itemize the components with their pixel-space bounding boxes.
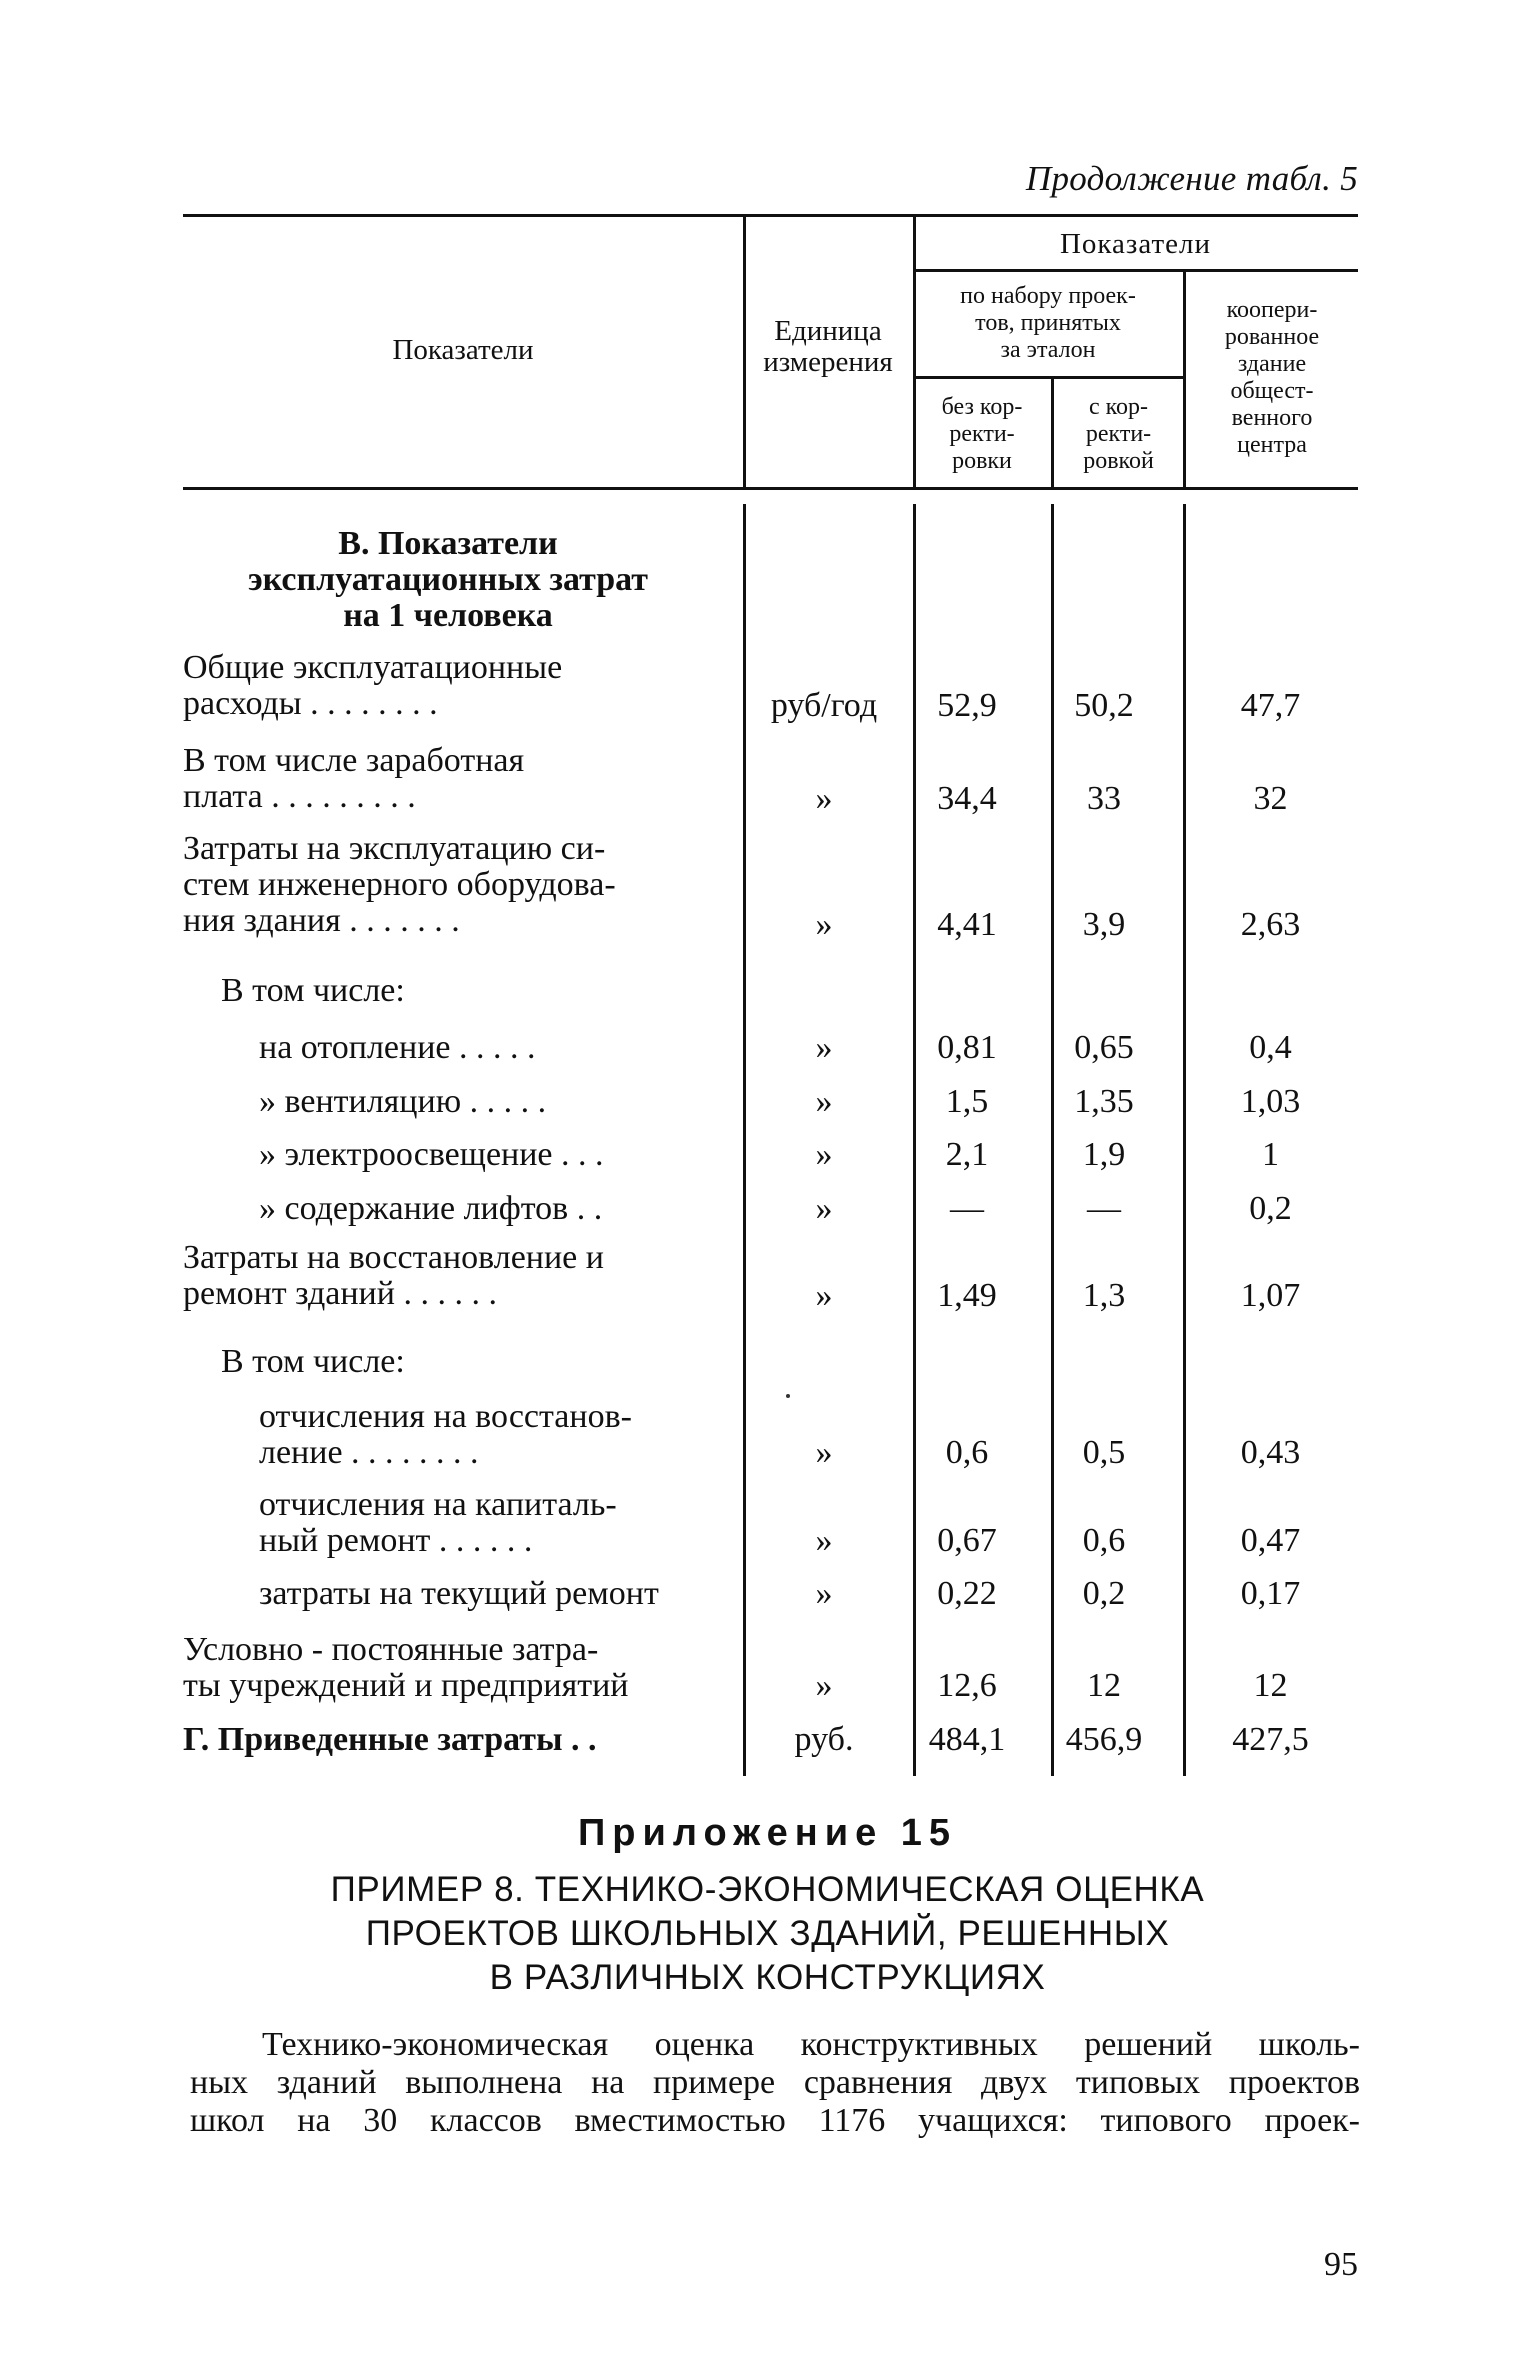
row-value-cooperated: 0,4 xyxy=(1249,1029,1292,1066)
row-label: В том числе: xyxy=(221,1343,405,1380)
table-row xyxy=(183,1722,1358,1762)
row-value-without-correction: — xyxy=(950,1190,984,1227)
row-value-with-correction: 1,3 xyxy=(1082,1277,1126,1314)
row-label: отчисления на капиталь- ный ремонт . . . . . . xyxy=(259,1486,617,1559)
table-row xyxy=(183,1030,1358,1070)
row-value-without-correction: 12,6 xyxy=(937,1667,997,1704)
table-row xyxy=(183,650,1358,730)
row-label: » электроосвещение . . . xyxy=(259,1136,604,1173)
page-number: 95 xyxy=(1324,2246,1358,2283)
example-title xyxy=(300,1868,1235,2000)
row-value-cooperated: 12 xyxy=(1253,1667,1288,1704)
table-row xyxy=(183,1240,1358,1320)
row-unit: » xyxy=(815,906,833,943)
row-label: на отопление . . . . . xyxy=(259,1029,536,1066)
row-label: Условно - постоянные затра- ты учреждений и предприятий xyxy=(183,1631,629,1704)
row-value-with-correction: 1,9 xyxy=(1082,1136,1126,1173)
row-value-without-correction: 0,22 xyxy=(937,1575,997,1612)
row-label: затраты на текущий ремонт xyxy=(259,1575,659,1612)
row-value-cooperated: 1,07 xyxy=(1240,1277,1301,1314)
without-correction-header: без кор- ректи- ровки xyxy=(941,393,1023,474)
row-unit: » xyxy=(815,1190,833,1227)
table-row xyxy=(183,1632,1358,1712)
row-value-with-correction: 12 xyxy=(1087,1667,1121,1704)
row-value-with-correction: 0,65 xyxy=(1074,1029,1134,1066)
row-value-with-correction: 3,9 xyxy=(1082,906,1126,943)
print-speck xyxy=(786,1394,790,1398)
row-value-without-correction: 1,5 xyxy=(945,1083,989,1120)
section-heading: В. Показатели эксплуатационных затрат на 1 человека xyxy=(247,525,648,634)
table-continuation-caption: Продолжение табл. 5 xyxy=(1025,159,1358,198)
row-label: отчисления на восстанов- ление . . . . . . . . xyxy=(259,1398,632,1471)
table-row xyxy=(183,1576,1358,1616)
row-value-with-correction: 0,5 xyxy=(1082,1434,1126,1471)
row-label: Г. Приведенные затраты . . xyxy=(183,1721,597,1758)
row-value-with-correction: 50,2 xyxy=(1074,687,1134,724)
row-label: » содержание лифтов . . xyxy=(259,1190,603,1227)
row-value-cooperated: 0,47 xyxy=(1240,1522,1301,1559)
row-value-with-correction: — xyxy=(1087,1190,1121,1227)
row-unit: » xyxy=(815,1136,833,1173)
row-unit: » xyxy=(815,1522,833,1559)
row-value-with-correction: 0,2 xyxy=(1082,1575,1126,1612)
operating-costs-table xyxy=(183,214,1358,1776)
row-value-cooperated: 427,5 xyxy=(1232,1721,1309,1758)
row-value-cooperated: 32 xyxy=(1253,780,1288,817)
table-row xyxy=(183,1191,1358,1231)
table-row xyxy=(183,743,1358,823)
row-value-without-correction: 0,81 xyxy=(937,1029,997,1066)
row-unit: руб. xyxy=(794,1721,854,1758)
indicators-column-header: Показатели xyxy=(392,333,534,366)
row-label: Затраты на восстановление и ремонт зданий . . . . . . xyxy=(183,1239,604,1312)
row-value-without-correction: 34,4 xyxy=(937,780,997,817)
table-row xyxy=(183,973,1358,1013)
project-set-rule xyxy=(913,376,1183,379)
values-group-header: Показатели xyxy=(1059,227,1212,260)
row-value-with-correction: 33 xyxy=(1087,780,1121,817)
row-value-cooperated: 0,17 xyxy=(1240,1575,1301,1612)
paragraph-line: Технико-экономическая оценка конструктивных решений школь- xyxy=(262,2026,1360,2063)
row-unit: » xyxy=(815,1434,833,1471)
row-value-without-correction: 0,6 xyxy=(945,1434,989,1471)
table-row xyxy=(183,1344,1358,1384)
row-value-without-correction: 2,1 xyxy=(945,1136,989,1173)
row-value-cooperated: 0,2 xyxy=(1249,1190,1292,1227)
cooperated-building-header: коопери- рованное здание общест- венного центра xyxy=(1224,297,1320,458)
row-value-without-correction: 0,67 xyxy=(937,1522,997,1559)
row-label: Общие эксплуатационные расходы . . . . . . . . xyxy=(183,649,563,722)
example-title-line: ПРИМЕР 8. ТЕХНИКО-ЭКОНОМИЧЕСКАЯ ОЦЕНКА xyxy=(330,1870,1205,1909)
row-value-cooperated: 1,03 xyxy=(1240,1083,1301,1120)
table-top-rule xyxy=(183,214,1358,217)
project-set-header: по набору проек- тов, принятых за эталон xyxy=(960,282,1136,363)
paragraph-line: ных зданий выполнена на примере сравнения двух типовых проектов xyxy=(190,2064,1360,2101)
row-label: В том числе: xyxy=(221,972,405,1009)
row-label: » вентиляцию . . . . . xyxy=(259,1083,547,1120)
header-bottom-rule xyxy=(183,487,1358,490)
row-unit: » xyxy=(815,1667,833,1704)
row-value-without-correction: 1,49 xyxy=(937,1277,997,1314)
unit-column-header: Единица измерения xyxy=(763,315,893,378)
table-row xyxy=(183,1137,1358,1177)
section-heading-row xyxy=(183,526,1358,642)
table-row xyxy=(183,1399,1358,1479)
example-title-line: ПРОЕКТОВ ШКОЛЬНЫХ ЗДАНИЙ, РЕШЕННЫХ xyxy=(365,1914,1170,1953)
row-value-with-correction: 0,6 xyxy=(1082,1522,1126,1559)
row-value-with-correction: 456,9 xyxy=(1065,1721,1143,1758)
row-value-with-correction: 1,35 xyxy=(1074,1083,1134,1120)
row-value-cooperated: 0,43 xyxy=(1240,1434,1301,1471)
row-unit: » xyxy=(815,780,833,817)
row-unit: » xyxy=(815,1575,833,1612)
table-row xyxy=(183,1084,1358,1124)
row-unit: » xyxy=(815,1083,833,1120)
table-row xyxy=(183,1487,1358,1567)
body-paragraph xyxy=(190,2026,1360,2140)
example-title-line: В РАЗЛИЧНЫХ КОНСТРУКЦИЯХ xyxy=(489,1958,1046,1997)
row-value-cooperated: 47,7 xyxy=(1240,687,1301,724)
row-label: В том числе заработная плата . . . . . . . . . xyxy=(183,742,525,815)
appendix-title: Приложение 15 xyxy=(577,1812,958,1854)
row-label: Затраты на эксплуатацию си- стем инженерного оборудова- ния здания . . . . . . . xyxy=(183,830,616,939)
row-value-cooperated: 2,63 xyxy=(1240,906,1301,943)
row-unit: руб/год xyxy=(770,687,878,724)
row-value-without-correction: 4,41 xyxy=(937,906,997,943)
row-value-without-correction: 52,9 xyxy=(937,687,997,724)
table-row xyxy=(183,831,1358,947)
row-value-cooperated: 1 xyxy=(1262,1136,1279,1173)
paragraph-line: школ на 30 классов вместимостью 1176 учащихся: типового проек- xyxy=(190,2102,1360,2139)
with-correction-header: с кор- ректи- ровкой xyxy=(1083,393,1154,474)
row-value-without-correction: 484,1 xyxy=(928,1721,1006,1758)
row-unit: » xyxy=(815,1029,833,1066)
row-unit: » xyxy=(815,1277,833,1314)
